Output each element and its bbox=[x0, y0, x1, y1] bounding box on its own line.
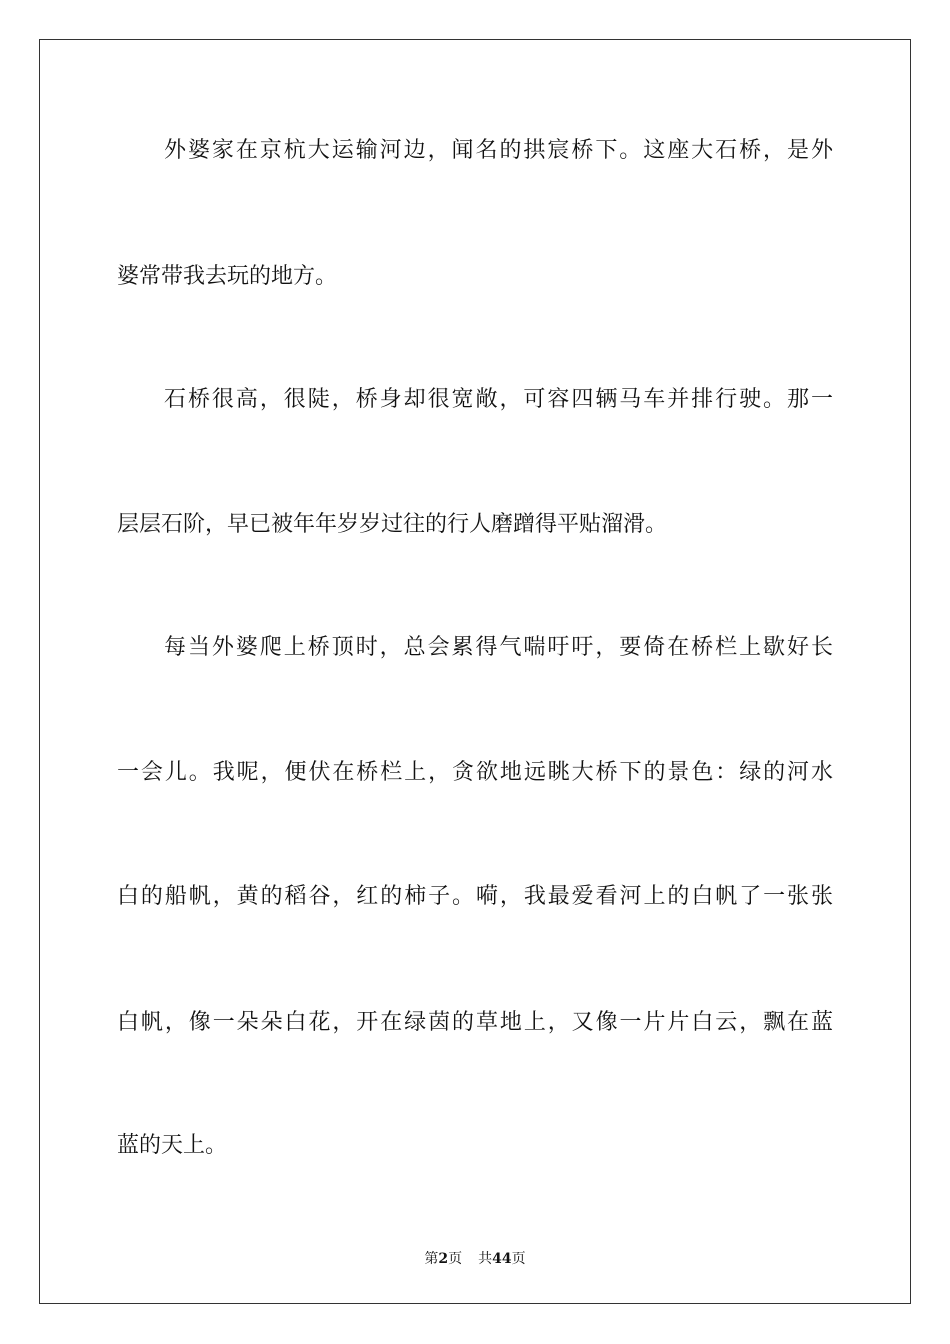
page-number: 2 bbox=[438, 1251, 449, 1267]
paragraph-2-line-1: 石桥很高，很陡，桥身却很宽敞，可容四辆马车并排行驶。那一 bbox=[164, 387, 833, 412]
total-prefix: 共 bbox=[478, 1251, 493, 1267]
paragraph-3-line-3: 白的船帆，黄的稻谷，红的柿子。嗬，我最爱看河上的白帆了一张张 bbox=[117, 884, 833, 909]
page-prefix: 第 bbox=[424, 1251, 439, 1267]
page-suffix: 页 bbox=[448, 1251, 463, 1267]
total-suffix: 页 bbox=[511, 1251, 526, 1267]
paragraph-3-line-1: 每当外婆爬上桥顶时，总会累得气喘吁吁，要倚在桥栏上歇好长 bbox=[164, 635, 833, 660]
page-footer bbox=[0, 1248, 950, 1268]
paragraph-1-line-2: 婆常带我去玩的地方。 bbox=[117, 264, 338, 289]
paragraph-2-line-2: 层层石阶，早已被年年岁岁过往的行人磨蹭得平贴溜滑。 bbox=[117, 512, 668, 537]
paragraph-3-line-5: 蓝的天上。 bbox=[117, 1133, 228, 1158]
paragraph-3-line-4: 白帆，像一朵朵白花，开在绿茵的草地上，又像一片片白云，飘在蓝 bbox=[117, 1010, 833, 1035]
paragraph-3-line-2: 一会儿。我呢，便伏在桥栏上，贪欲地远眺大桥下的景色：绿的河水 bbox=[117, 760, 833, 785]
total-pages: 44 bbox=[492, 1251, 512, 1267]
paragraph-1-line-1: 外婆家在京杭大运输河边，闻名的拱宸桥下。这座大石桥，是外 bbox=[164, 138, 833, 163]
page-frame bbox=[39, 39, 911, 1304]
